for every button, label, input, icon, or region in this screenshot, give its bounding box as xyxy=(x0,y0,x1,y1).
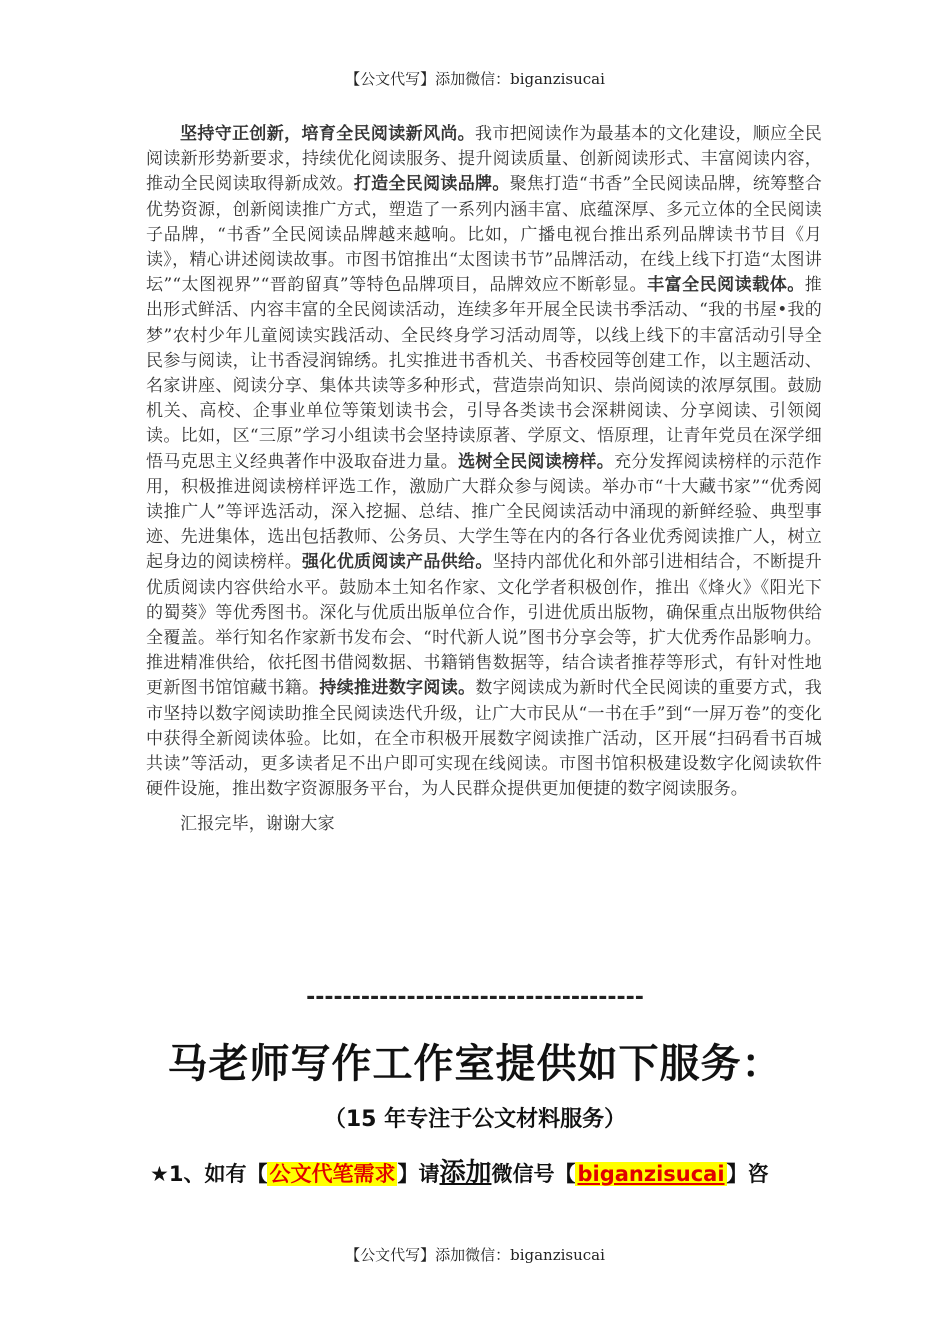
ad-subtitle: （15 年专注于公文材料服务） xyxy=(323,1107,627,1132)
section-heading: 坚持守正创新，培育全民阅读新风尚。 xyxy=(180,124,476,144)
section-heading: 强化优质阅读产品供给。 xyxy=(302,552,493,573)
section-text: 推出形式鲜活、内容丰富的全民阅读活动，连续多年开展全民读书季活动、“我的书屋•我的梦”农村少年儿童阅读实践活动、全民终身学习活动周等，以线上线下的丰富活动引导全民参与阅读，让书香浸润锦绣。扎实推进书香机关、书香校园等创建工作，以主题活动、名家讲座、阅读分享、集体共读等多种形式，营造崇尚知识、崇尚阅读的浓厚氛围。鼓励机关、高校、企事业单位等策划读书会，引导各类读书会深耕阅读、分享阅读、引领阅读。比如，区“三原”学习小组读书会坚持读原著、学原文、悟原理，让青年党员在深学细悟马克思主义经典著作中汲取奋进力量。 xyxy=(146,275,822,472)
ad-add-word: 添加 xyxy=(439,1158,492,1188)
ad-line-suffix: 】咨 xyxy=(726,1162,769,1186)
section-text: 我市把阅读作为最基本的文化建设，顺应全民阅读新形势新要求，持续优化阅读服务、提升阅读质量、创新阅读形式、丰富阅读内容，推动全民阅读取得新成效。 xyxy=(146,124,822,195)
section-heading: 打造全民阅读品牌。 xyxy=(353,174,510,195)
section-text: 坚持内部优化和外部引进相结合，不断提升优质阅读内容供给水平。鼓励本土知名作家、文化学者积极创作，推出《烽火》《阳光下的蜀葵》等优秀图书。深化与优质出版单位合作，引进优质出版物，确保重点出版物供给全覆盖。举行知名作家新书发布会、“时代新人说”图书分享会等，扩大优秀作品影响力。推进精准供给，依托图书借阅数据、书籍销售数据等，结合读者推荐等形式，有针对性地更新图书馆馆藏书籍。 xyxy=(146,552,822,699)
ad-line-prefix: ★1、如有【 xyxy=(150,1162,268,1186)
ad-highlight-need: 公文代笔需求 xyxy=(269,1162,396,1186)
section-heading: 选树全民阅读榜样。 xyxy=(458,451,615,472)
section-text: 充分发挥阅读榜样的示范作用，积极推进阅读榜样评选工作，激励广大群众参与阅读。举办市“十大藏书家”“优秀阅读推广人”等评选活动，深入挖掘、总结、推广全民阅读活动中涌现的新鲜经验、典型事迹、先进集体，选出包括教师、公务员、大学生等在内的各行各业优秀阅读推广人，树立起身边的阅读榜样。 xyxy=(146,451,822,573)
ad-line-mid: 】请 xyxy=(397,1162,440,1186)
section-heading: 丰富全民阅读载体。 xyxy=(647,275,805,296)
section-heading: 持续推进数字阅读。 xyxy=(319,678,476,699)
ad-service-line xyxy=(150,1152,850,1189)
page-header: 【公文代写】添加微信：biganzisucai xyxy=(345,70,605,88)
wechat-id-link[interactable]: biganzisucai xyxy=(577,1162,725,1186)
ad-title: 马老师写作工作室提供如下服务： xyxy=(167,1041,783,1087)
page-footer: 【公文代写】添加微信：biganzisucai xyxy=(345,1246,605,1264)
section-text: 数字阅读成为新时代全民阅读的重要方式，我市坚持以数字阅读助推全民阅读迭代升级，让广大市民从“一书在手”到“一屏万卷”的变化中获得全新阅读体验。比如，在全市积极开展数字阅读推广活动，区开展“扫码看书百城共读”等活动，更多读者足不出户即可实现在线阅读。市图书馆积极建设数字化阅读软件硬件设施，推出数字资源服务平台，为人民群众提供更加便捷的数字阅读服务。 xyxy=(146,678,822,800)
section-text: 聚焦打造“书香”全民阅读品牌，统筹整合优势资源，创新阅读推广方式，塑造了一系列内涵丰富、底蕴深厚、多元立体的全民阅读子品牌，“书香”全民阅读品牌越来越响。比如，广播电视台推出系列品牌读书节目《月读》，精心讲述阅读故事。市图书馆推出“太图读书节”品牌活动，在线上线下打造“太图讲坛”“太图视界”“晋韵留真”等特色品牌项目，品牌效应不断彰显。 xyxy=(146,174,823,296)
closing-line: 汇报完毕，谢谢大家 xyxy=(180,814,335,835)
report-body xyxy=(146,122,822,838)
report-paragraph xyxy=(146,122,822,802)
ad-line-mid2: 微信号【 xyxy=(491,1162,576,1186)
divider-line: ------------------------------------- xyxy=(306,985,644,1010)
